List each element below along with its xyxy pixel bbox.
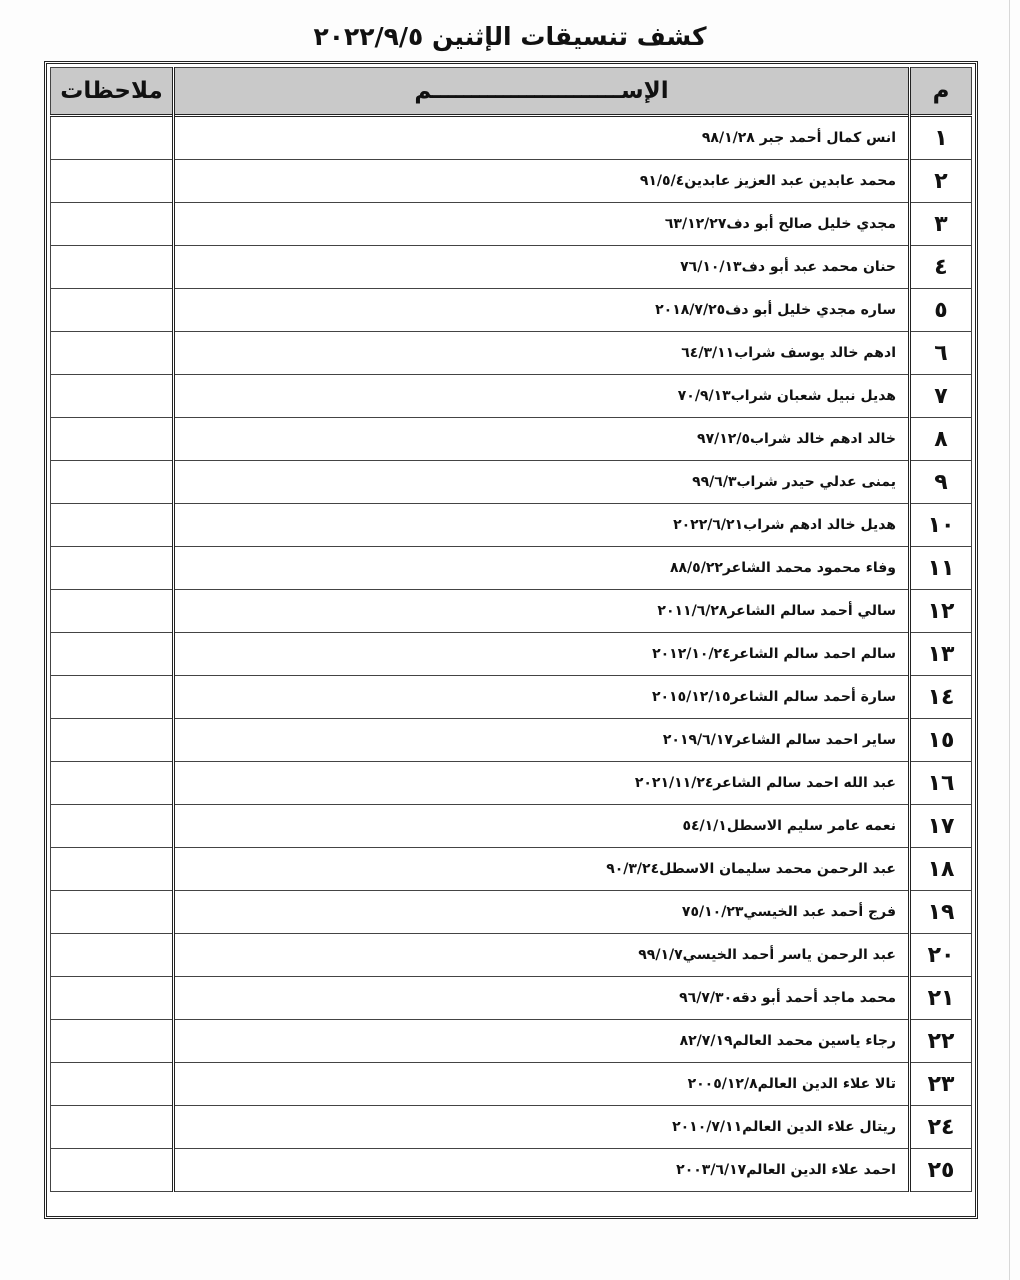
row-notes bbox=[51, 116, 174, 160]
row-number: ١٨ bbox=[910, 848, 972, 891]
row-number: ١٢ bbox=[910, 590, 972, 633]
table-row bbox=[51, 1020, 972, 1063]
row-name-text: محمد ماجد أحمد أبو دقه٩٦/٧/٣٠ bbox=[679, 990, 896, 1006]
row-name-text: مجدي خليل صالح أبو دف٦٣/١٢/٢٧ bbox=[664, 216, 896, 232]
row-name-text: احمد علاء الدين العالم٢٠٠٣/٦/١٧ bbox=[676, 1162, 896, 1178]
row-name-text: تالا علاء الدين العالم٢٠٠٥/١٢/٨ bbox=[687, 1076, 896, 1092]
row-notes bbox=[51, 504, 174, 547]
row-notes bbox=[51, 676, 174, 719]
row-name bbox=[174, 246, 910, 289]
row-number: ٤ bbox=[910, 246, 972, 289]
table-row bbox=[51, 547, 972, 590]
row-number: ٢١ bbox=[910, 977, 972, 1020]
table-body bbox=[51, 116, 972, 1192]
row-name-text: محمد عابدين عبد العزيز عابدين٩١/٥/٤ bbox=[639, 173, 896, 189]
row-name-text: سارة أحمد سالم الشاعر٢٠١٥/١٢/١٥ bbox=[651, 689, 896, 705]
row-notes bbox=[51, 805, 174, 848]
row-name bbox=[174, 332, 910, 375]
row-number: ٢٤ bbox=[910, 1106, 972, 1149]
row-notes bbox=[51, 1020, 174, 1063]
row-name bbox=[174, 160, 910, 203]
row-notes bbox=[51, 891, 174, 934]
row-notes bbox=[51, 332, 174, 375]
header-number: م bbox=[910, 68, 972, 116]
row-name bbox=[174, 1106, 910, 1149]
row-name bbox=[174, 418, 910, 461]
row-number: ٥ bbox=[910, 289, 972, 332]
document-title: كشف تنسيقات الإثنين ٢٠٢٢/٩/٥ bbox=[313, 22, 707, 51]
row-number: ١٥ bbox=[910, 719, 972, 762]
row-name-text: انس كمال أحمد جبر ٩٨/١/٢٨ bbox=[701, 130, 896, 146]
table-row bbox=[51, 633, 972, 676]
row-name bbox=[174, 461, 910, 504]
row-name bbox=[174, 289, 910, 332]
row-number: ١٧ bbox=[910, 805, 972, 848]
row-name-text: عبد الرحمن محمد سليمان الاسطل٩٠/٣/٢٤ bbox=[606, 861, 896, 877]
row-number: ٢ bbox=[910, 160, 972, 203]
row-notes bbox=[51, 375, 174, 418]
row-name bbox=[174, 676, 910, 719]
row-name bbox=[174, 116, 910, 160]
row-name bbox=[174, 1063, 910, 1106]
row-number: ٩ bbox=[910, 461, 972, 504]
row-name bbox=[174, 203, 910, 246]
row-name-text: عبد الرحمن ياسر أحمد الخيسي٩٩/١/٧ bbox=[638, 947, 896, 963]
table-row bbox=[51, 504, 972, 547]
row-number: ١ bbox=[910, 116, 972, 160]
row-number: ٨ bbox=[910, 418, 972, 461]
row-name-text: حنان محمد عبد أبو دف٧٦/١٠/١٣ bbox=[680, 259, 896, 275]
row-name-text: وفاء محمود محمد الشاعر٨٨/٥/٢٢ bbox=[669, 560, 896, 576]
row-name-text: هديل خالد ادهم شراب٢٠٢٢/٦/٢١ bbox=[673, 517, 896, 533]
table-row bbox=[51, 719, 972, 762]
row-number: ٢٠ bbox=[910, 934, 972, 977]
table-row bbox=[51, 676, 972, 719]
row-name-text: عبد الله احمد سالم الشاعر٢٠٢١/١١/٢٤ bbox=[634, 775, 896, 791]
row-name bbox=[174, 977, 910, 1020]
row-name bbox=[174, 934, 910, 977]
table-row bbox=[51, 116, 972, 160]
row-name bbox=[174, 719, 910, 762]
row-notes bbox=[51, 590, 174, 633]
row-notes bbox=[51, 203, 174, 246]
header-notes: ملاحظات bbox=[51, 68, 174, 116]
row-number: ١٦ bbox=[910, 762, 972, 805]
table-row bbox=[51, 590, 972, 633]
row-name-text: نعمه عامر سليم الاسطل٥٤/١/١ bbox=[682, 818, 896, 834]
table-row bbox=[51, 934, 972, 977]
row-name bbox=[174, 590, 910, 633]
table-row bbox=[51, 891, 972, 934]
row-notes bbox=[51, 1149, 174, 1192]
table-row bbox=[51, 289, 972, 332]
table-row bbox=[51, 246, 972, 289]
table-row bbox=[51, 332, 972, 375]
row-notes bbox=[51, 461, 174, 504]
row-notes bbox=[51, 160, 174, 203]
row-notes bbox=[51, 934, 174, 977]
table-row bbox=[51, 762, 972, 805]
row-number: ١٠ bbox=[910, 504, 972, 547]
row-name bbox=[174, 504, 910, 547]
row-notes bbox=[51, 418, 174, 461]
table-header-row bbox=[51, 68, 972, 116]
row-name bbox=[174, 848, 910, 891]
row-name bbox=[174, 762, 910, 805]
row-number: ٢٢ bbox=[910, 1020, 972, 1063]
table-row bbox=[51, 805, 972, 848]
table-frame bbox=[44, 61, 978, 1219]
row-name-text: ادهم خالد يوسف شراب٦٤/٣/١١ bbox=[681, 345, 896, 361]
row-notes bbox=[51, 547, 174, 590]
row-notes bbox=[51, 848, 174, 891]
row-name-text: هديل نبيل شعبان شراب٧٠/٩/١٣ bbox=[677, 388, 896, 404]
table-row bbox=[51, 848, 972, 891]
table-row bbox=[51, 977, 972, 1020]
row-name bbox=[174, 891, 910, 934]
row-name-text: يمنى عدلي حيدر شراب٩٩/٦/٣ bbox=[692, 474, 896, 490]
row-name-text: خالد ادهم خالد شراب٩٧/١٢/٥ bbox=[697, 431, 896, 447]
header-name: الإســــــــــــــــــــــــم bbox=[174, 68, 910, 116]
row-number: ٦ bbox=[910, 332, 972, 375]
row-notes bbox=[51, 633, 174, 676]
table-row bbox=[51, 1063, 972, 1106]
row-name-text: ساره مجدي خليل أبو دف٢٠١٨/٧/٢٥ bbox=[655, 302, 896, 318]
row-name bbox=[174, 1149, 910, 1192]
table-row bbox=[51, 1106, 972, 1149]
row-number: ١١ bbox=[910, 547, 972, 590]
row-notes bbox=[51, 289, 174, 332]
row-name-text: سالي أحمد سالم الشاعر٢٠١١/٦/٢٨ bbox=[657, 603, 896, 619]
row-number: ١٣ bbox=[910, 633, 972, 676]
row-number: ٧ bbox=[910, 375, 972, 418]
row-notes bbox=[51, 977, 174, 1020]
row-name bbox=[174, 547, 910, 590]
row-name bbox=[174, 1020, 910, 1063]
row-name bbox=[174, 805, 910, 848]
row-name bbox=[174, 375, 910, 418]
row-number: ٢٣ bbox=[910, 1063, 972, 1106]
row-number: ١٤ bbox=[910, 676, 972, 719]
row-notes bbox=[51, 1106, 174, 1149]
table-row bbox=[51, 1149, 972, 1192]
row-name-text: سالم احمد سالم الشاعر٢٠١٢/١٠/٢٤ bbox=[652, 646, 896, 662]
row-notes bbox=[51, 719, 174, 762]
row-name-text: ساير احمد سالم الشاعر٢٠١٩/٦/١٧ bbox=[662, 732, 896, 748]
row-name-text: فرج أحمد عبد الخيسي٧٥/١٠/٢٣ bbox=[681, 904, 896, 920]
row-notes bbox=[51, 762, 174, 805]
names-table bbox=[50, 67, 972, 1192]
table-row bbox=[51, 418, 972, 461]
row-number: ٢٥ bbox=[910, 1149, 972, 1192]
table-row bbox=[51, 375, 972, 418]
table-row bbox=[51, 203, 972, 246]
row-number: ٣ bbox=[910, 203, 972, 246]
row-name bbox=[174, 633, 910, 676]
row-number: ١٩ bbox=[910, 891, 972, 934]
page-edge bbox=[1009, 0, 1010, 1280]
row-notes bbox=[51, 246, 174, 289]
table-row bbox=[51, 160, 972, 203]
row-name-text: رجاء ياسين محمد العالم٨٢/٧/١٩ bbox=[679, 1033, 896, 1049]
row-name-text: ريتال علاء الدين العالم٢٠١٠/٧/١١ bbox=[672, 1119, 896, 1135]
row-notes bbox=[51, 1063, 174, 1106]
table-row bbox=[51, 461, 972, 504]
